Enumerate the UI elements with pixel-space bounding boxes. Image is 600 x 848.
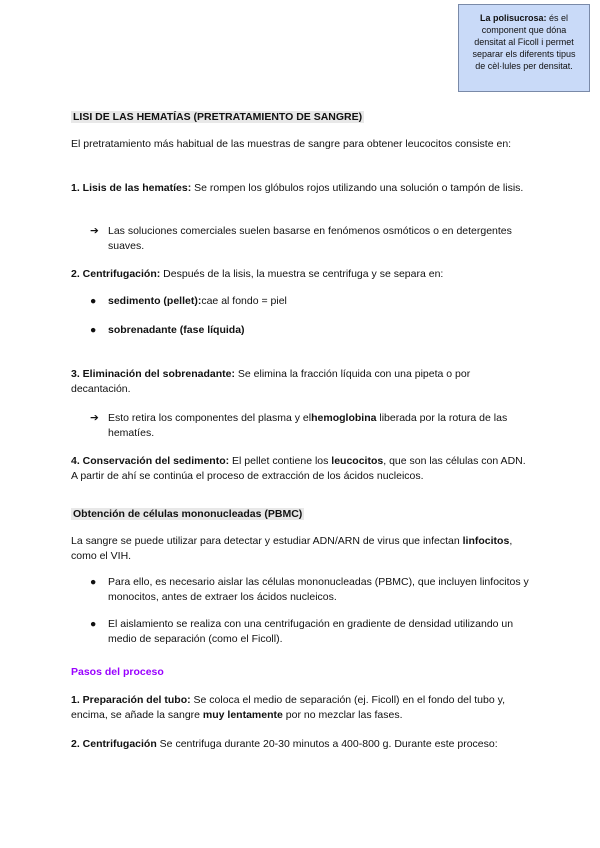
section1-intro: El pretratamiento más habitual de las muestras de sangre para obtener leucocitos consiste en: (71, 138, 512, 150)
section1-title: LISI DE LAS HEMATÍAS (PRETRATAMIENTO DE SANGRE) (73, 111, 363, 123)
step2-heading: 2. Centrifugación: (71, 268, 161, 280)
bullet-icon: ● (90, 618, 97, 630)
step4-paragraph: 4. Conservación del sedimento: El pellet contiene los leucocitos, que son las células con ADN. A partir de ahí se continúa el proceso de extracción de los ácidos nucleicos. (71, 455, 526, 482)
step1-arrow-item: ➔ Las soluciones comerciales suelen basarse en fenómenos osmóticos o en detergentes suaves. (90, 225, 512, 252)
pbmc-bullet-2: ● El aislamiento se realiza con una centrifugación en gradiente de densidad utilizando un medio de separación (como el Ficoll). (90, 618, 514, 645)
step3-heading: 3. Eliminación del sobrenadante: (71, 368, 235, 380)
section2-title: Obtención de células mononucleadas (PBMC) (73, 508, 303, 520)
process-step1: 1. Preparación del tubo: Se coloca el medio de separación (ej. Ficoll) en el fondo del tubo y, encima, se añade la sangre muy lentamente por no mezclar las fases. (71, 694, 506, 721)
sidenote-text: és el component que dóna densitat al Ficoll i permet separar els diferents tipus de cèl·lules per densitat. (472, 13, 576, 71)
bullet-icon: ● (90, 295, 97, 307)
step4-heading: 4. Conservación del sedimento: (71, 455, 230, 467)
step2-paragraph: 2. Centrifugación: Después de la lisis, la muestra se centrifuga y se separa en: (71, 268, 444, 280)
section2-intro: La sangre se puede utilizar para detectar y estudiar ADN/ARN de virus que infectan linfocitos, como el VIH. (71, 535, 513, 562)
supernatant-bullet: ● sobrenadante (fase líquida) (90, 324, 245, 336)
bullet-icon: ● (90, 576, 97, 588)
pbmc-bullet-1: ● Para ello, es necesario aislar las células mononucleadas (PBMC), que incluyen linfocitos y monocitos, antes de extraer los ácidos nucleicos. (90, 576, 529, 603)
sidenote-term: La polisucrosa: (479, 13, 547, 23)
arrow-icon: ➔ (90, 412, 99, 424)
step3-paragraph: 3. Eliminación del sobrenadante: Se elimina la fracción líquida con una pipeta o por decantación. (71, 368, 471, 395)
bullet-icon: ● (90, 324, 97, 336)
process-step2: 2. Centrifugación Se centrifuga durante 20-30 minutos a 400-800 g. Durante este proceso: (71, 738, 498, 750)
step1-paragraph: 1. Lisis de las hematíes: Se rompen los glóbulos rojos utilizando una solución o tampón de lisis. (71, 182, 524, 194)
pellet-bullet: ● sedimento (pellet):cae al fondo = piel (90, 295, 287, 307)
step1-heading: 1. Lisis de las hematíes: (71, 182, 192, 194)
step3-arrow-item: ➔ Esto retira los componentes del plasma y elhemoglobina liberada por la rotura de las hematíes. (90, 412, 508, 439)
sidenote-box (458, 4, 590, 92)
arrow-icon: ➔ (90, 225, 99, 237)
steps-title: Pasos del proceso (71, 666, 164, 678)
